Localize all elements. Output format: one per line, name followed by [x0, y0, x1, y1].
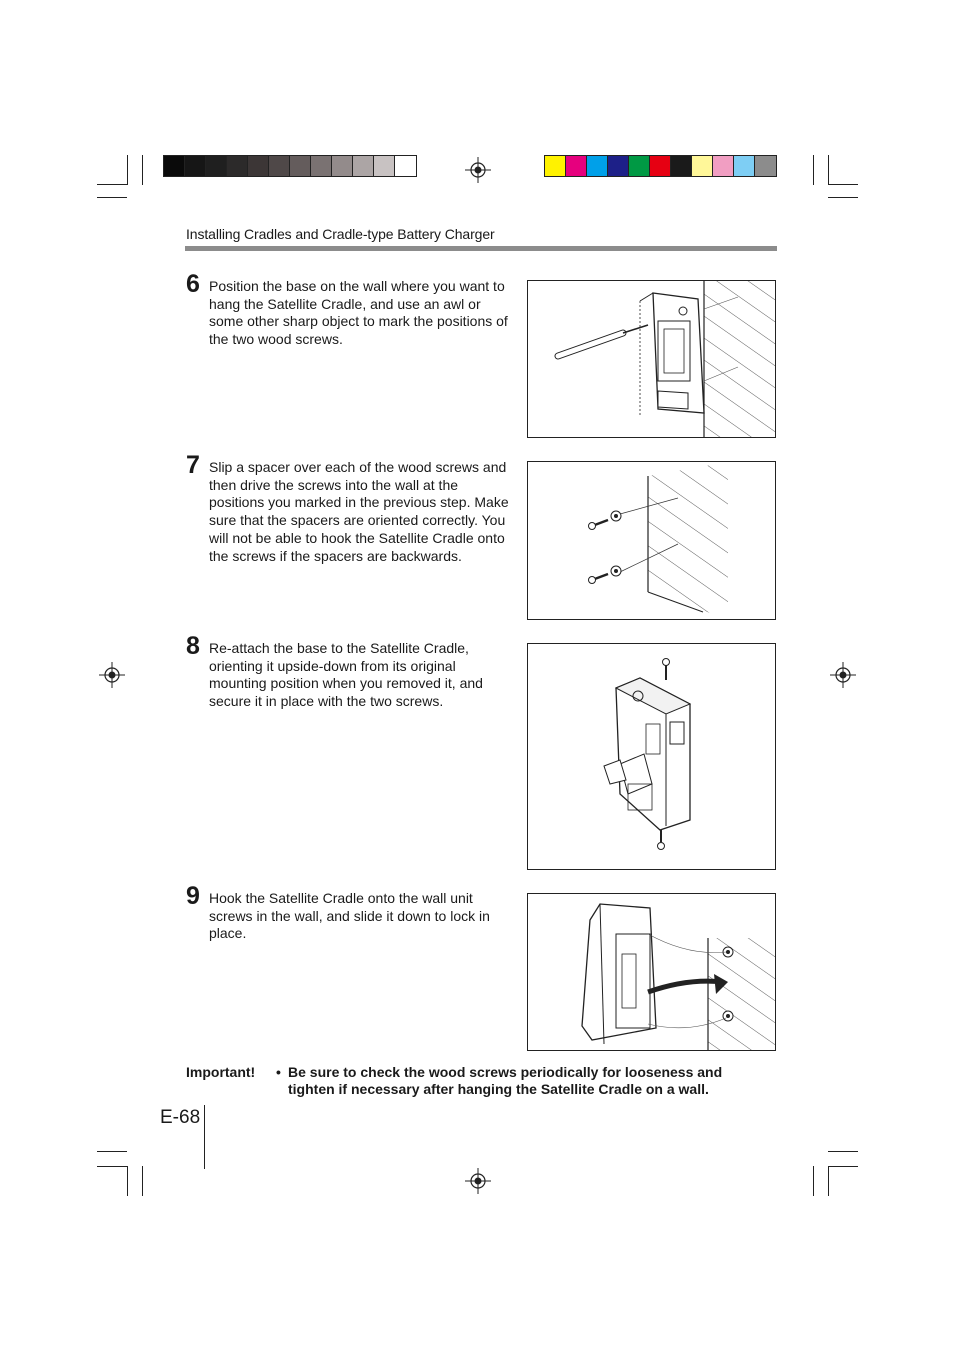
color-swatch [206, 156, 227, 176]
step-number: 8 [186, 632, 200, 660]
step-number: 9 [186, 882, 200, 910]
crop-mark [813, 1166, 814, 1196]
important-note-text: Be sure to check the wood screws periodically for looseness and tighten if necessary after hanging the Satellite Cradle on a wall. [288, 1064, 723, 1097]
color-swatch [692, 156, 713, 176]
bullet: • [276, 1064, 281, 1080]
figure-screws-spacers [527, 461, 776, 620]
crop-mark [828, 1166, 829, 1196]
color-swatch [713, 156, 734, 176]
color-swatch [608, 156, 629, 176]
color-swatch [650, 156, 671, 176]
important-note [276, 1064, 756, 1098]
grayscale-color-bar [163, 155, 417, 177]
figure-hook-cradle [527, 893, 776, 1051]
color-swatch [545, 156, 566, 176]
color-swatch [629, 156, 650, 176]
color-swatch [185, 156, 206, 176]
crop-mark [813, 155, 814, 185]
color-swatch [734, 156, 755, 176]
figure-mark-wall-positions [527, 280, 776, 438]
registration-target-icon [465, 157, 491, 183]
important-label: Important! [186, 1064, 256, 1080]
color-swatch [353, 156, 374, 176]
step-text: Slip a spacer over each of the wood screws and then drive the screws into the wall at the positions you marked in the previous step. Make sure that the spacers are oriented correctly. You will not be able to hook the Satellite Cradle onto the screws if the spacers are backwards. [209, 459, 509, 564]
figure-reattach-base [527, 643, 776, 870]
page-number: E-68 [160, 1107, 201, 1128]
color-swatch [248, 156, 269, 176]
registration-target-icon [99, 662, 125, 688]
step-number: 6 [186, 270, 200, 298]
color-swatch [755, 156, 776, 176]
color-swatch [671, 156, 692, 176]
step-text: Hook the Satellite Cradle onto the wall unit screws in the wall, and slide it down to lock in place. [209, 890, 490, 942]
crop-mark [97, 184, 127, 185]
color-swatch [227, 156, 248, 176]
crop-mark [97, 1166, 127, 1167]
header-rule [185, 246, 777, 251]
crop-mark [828, 155, 829, 185]
page-number-rule [204, 1105, 205, 1169]
crop-mark [142, 1166, 143, 1196]
color-swatch [290, 156, 311, 176]
color-swatch [374, 156, 395, 176]
color-swatch [395, 156, 416, 176]
color-swatch [311, 156, 332, 176]
crop-mark [127, 155, 128, 185]
crop-mark [97, 197, 127, 198]
crop-mark [828, 184, 858, 185]
registration-target-icon [830, 662, 856, 688]
color-swatch [269, 156, 290, 176]
process-color-bar [544, 155, 777, 177]
section-header: Installing Cradles and Cradle-type Battery Charger [186, 226, 495, 242]
step-number: 7 [186, 451, 200, 479]
color-swatch [566, 156, 587, 176]
crop-mark [127, 1166, 128, 1196]
color-swatch [587, 156, 608, 176]
crop-mark [828, 1151, 858, 1152]
crop-mark [828, 1166, 858, 1167]
registration-target-icon [465, 1168, 491, 1194]
step-text: Position the base on the wall where you want to hang the Satellite Cradle, and use an awl or some other sharp object to mark the positions of the two wood screws. [209, 278, 508, 348]
step-text: Re-attach the base to the Satellite Cradle, orienting it upside-down from its original mounting position when you removed it, and secure it in place with the two screws. [209, 640, 483, 710]
crop-mark [97, 1151, 127, 1152]
color-swatch [332, 156, 353, 176]
crop-mark [828, 197, 858, 198]
color-swatch [164, 156, 185, 176]
crop-mark [142, 155, 143, 185]
